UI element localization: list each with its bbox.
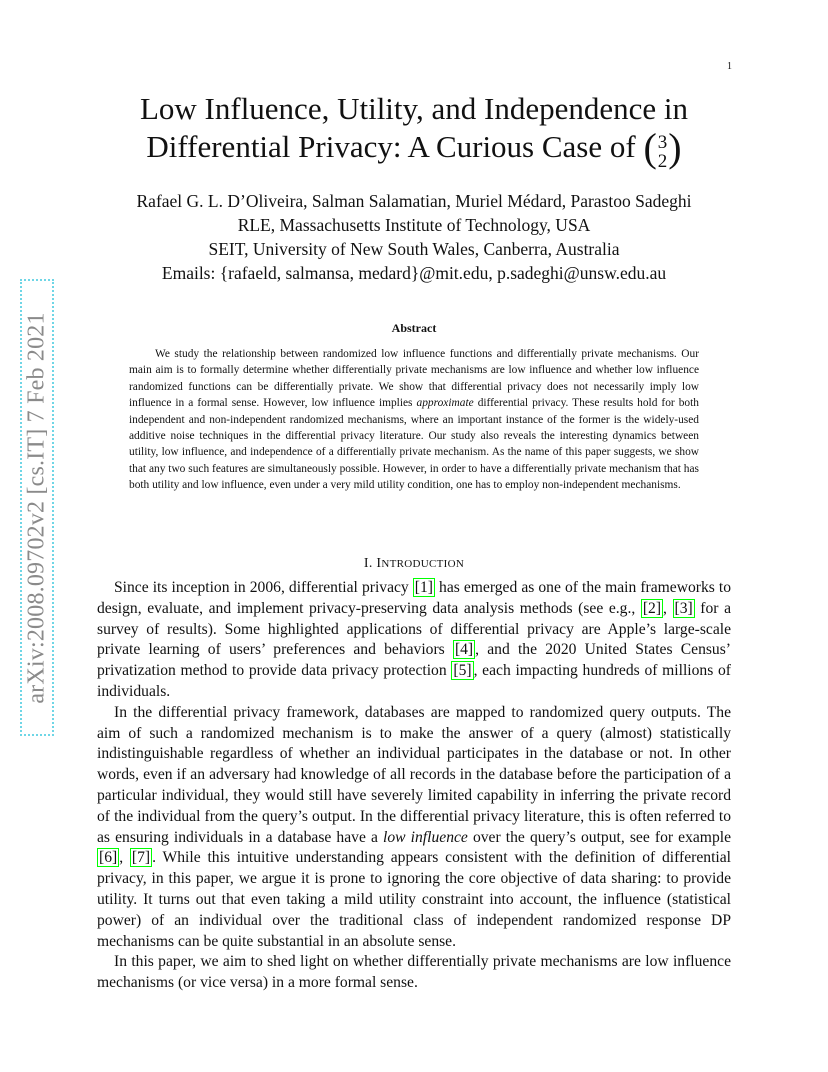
section-numeral: I. (363, 556, 377, 571)
citation-7-link[interactable]: [7] (131, 849, 151, 867)
p1-text-f: , each impacting hundreds of millions of individuals. (97, 662, 731, 700)
arxiv-stamp-text: arXiv:2008.09702v2 [cs.IT] 7 Feb 2021 (23, 311, 50, 704)
author-block (80, 189, 748, 285)
binom-top: 3 (657, 132, 668, 154)
introduction-body (97, 578, 731, 994)
citation-3-link[interactable]: [3] (674, 599, 693, 617)
citation-6-link[interactable]: [6] (99, 849, 118, 867)
page-number: 1 (727, 61, 732, 72)
p2-text-a: In the differential privacy framework, databases are mapped to randomized query outputs. The aim of such a randomized mechanism is to make the answer of a query (almost) statistically indistinguishable regardless of whether an individual participates in the database or not. In other words, even if an adversary had knowledge of all records in the database before the participation of a particular individual, they would still have severely limited capability in inferring the private record of the individual from the query’s output. In the differential privacy literature, this is often referred to as ensuring individuals in a database have a (97, 703, 731, 846)
abstract-emphasis: approximate (416, 397, 474, 410)
p2-text-c: . While this intuitive understanding appears consistent with the definition of differential privacy, in this paper, we argue it is prone to ignoring the core objective of data sharing: to provide utility. It turns out that even taking a mild utility constraint into account, the influence (statistical power) of an individual over the traditional class of independent randomized response DP mechanisms can be quite substantial in an absolute sense. (97, 849, 731, 950)
section-initial: I (376, 556, 382, 571)
abstract-heading: Abstract (391, 321, 437, 335)
section-title-rest: NTRODUCTION (381, 558, 465, 570)
citation-5-link[interactable]: [5] (453, 662, 472, 680)
p2-text-b: over the query’s output, see for example (467, 828, 731, 846)
abstract-part-1: We study the relationship between randomized low influence functions and differentially private mechanisms. Our main aim is to formally determine whether differentially private mechanisms are low influence and whether low influence randomized functions can be differentially private. We show that differential privacy does not necessarily imply low influence in a formal sense. However, low influence implies (129, 348, 699, 410)
affiliation-unsw: SEIT, University of New South Wales, Canberra, Australia (208, 239, 620, 259)
p1-separator: , (663, 599, 673, 617)
citation-2-link[interactable]: [2] (642, 599, 662, 617)
p1-text-a: Since its inception in 2006, differential privacy (114, 579, 413, 596)
citation-4-link[interactable]: [4] (454, 641, 474, 659)
arxiv-stamp[interactable] (20, 279, 54, 736)
p2-emphasis: low influence (383, 828, 468, 846)
binomial-coefficient: ( 3 2 ) (643, 125, 682, 173)
section-heading-introduction (100, 556, 728, 572)
abstract-part-2: differential privacy. These results hold for both independent and non-independent randomized mechanisms, where an important instance of the former is the widely-used additive noise techniques in the differential privacy literature. Our study also reveals the interesting dynamics between utility, low influence, and independence of a differentially private mechanism. As the name of this paper suggests, we show that any two such features are simultaneously possible. However, in order to have a differentially private mechanism that has both utility and low influence, even under a very mild utility condition, one has to employ non-independent mechanisms. (129, 397, 699, 492)
abstract-text (129, 346, 699, 494)
affiliation-mit: RLE, Massachusetts Institute of Technology, USA (237, 215, 591, 235)
author-emails: Emails: {rafaeld, salmansa, medard}@mit.edu, p.sadeghi@unsw.edu.au (161, 263, 667, 283)
paragraph-1 (97, 578, 731, 703)
title-line-2: Differential Privacy: A Curious Case of (146, 129, 636, 164)
title-line-1: Low Influence, Utility, and Independence in (139, 91, 689, 126)
p1-text-e: , and the 2020 United States Census’ privatization method to provide data privacy protection (97, 641, 731, 680)
paragraph-2 (97, 703, 731, 953)
binom-bottom: 2 (657, 151, 668, 173)
paper-title (100, 90, 728, 171)
paragraph-3: In this paper, we aim to shed light on whether differentially private mechanisms are low influence mechanisms (or vice versa) in a more formal sense. (97, 953, 731, 992)
p1-text-b: has emerged as one of the main frameworks to design, evaluate, and implement privacy-preserving data analysis methods (see e.g., (97, 579, 731, 617)
author-names: Rafael G. L. D’Oliveira, Salman Salamatian, Muriel Médard, Parastoo Sadeghi (136, 191, 692, 211)
citation-1-link[interactable]: [1] (414, 579, 433, 596)
p1-text-d: for a survey of results). Some highlighted applications of differential privacy are Apple’s large-scale private learning of users’ preferences and behaviors (97, 599, 731, 659)
p2-separator: , (119, 849, 130, 867)
